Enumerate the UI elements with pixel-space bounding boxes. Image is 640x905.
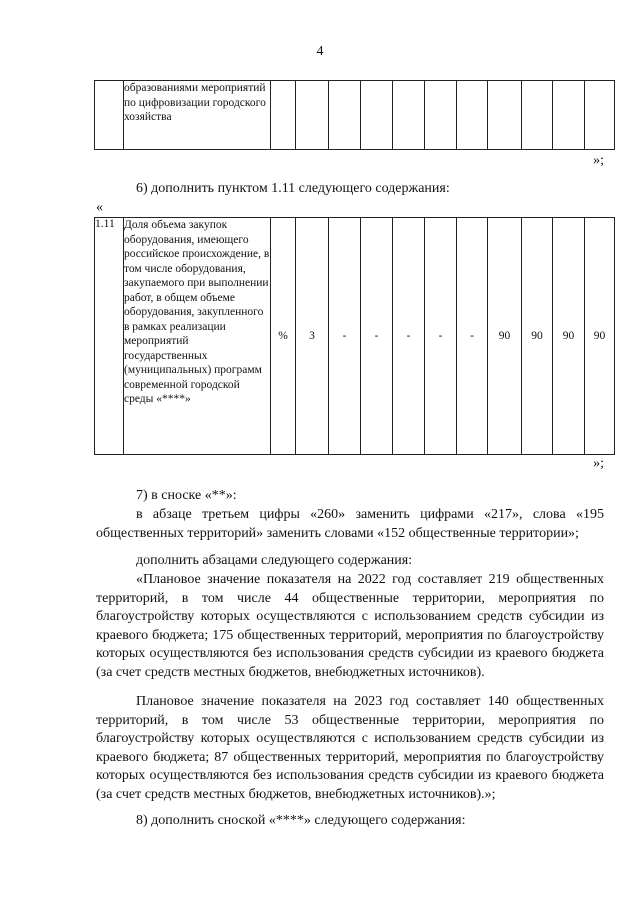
item-6-text: 6) дополнить пунктом 1.11 следующего содержания: — [136, 181, 450, 196]
table-cell — [457, 81, 488, 150]
indicator-value: 90 — [585, 218, 615, 455]
paragraph-add-intro: дополнить абзацами следующего содержания: — [136, 553, 413, 568]
table-cell-number — [95, 81, 124, 150]
indicator-value: - — [393, 218, 425, 455]
table-cell-indicator-name: образованиями мероприятий по цифровизации городского хозяйства — [124, 81, 271, 150]
table-cell — [361, 81, 393, 150]
indicator-value: - — [329, 218, 361, 455]
indicator-value: 90 — [553, 218, 585, 455]
paragraph-replace-figures: в абзаце третьем цифры «260» заменить цифрами «217», слова «195 общественных территорий» заменить словами «152 общественные территории»; — [96, 507, 604, 541]
indicator-value: 90 — [488, 218, 522, 455]
page-number: 4 — [316, 44, 324, 59]
table-cell — [393, 81, 425, 150]
table-cell — [329, 81, 361, 150]
indicator-value: - — [361, 218, 393, 455]
table-cell — [271, 81, 296, 150]
table-cell — [488, 81, 522, 150]
item-8-text: 8) дополнить сноской «****» следующего содержания: — [136, 813, 466, 828]
closing-quote: »; — [593, 456, 604, 471]
paragraph-plan-2023: Плановое значение показателя на 2023 год составляет 140 общественных территорий, в том числе 53 общественные территории, мероприятия по благоустройству которых осуществляются с использованием средств субсидии из краевого бюджета; 87 общественных территорий, мероприятия по благоустройству которых осуществляются без использования средств субсидии из краевого бюджета (за счет средств местных бюджетов, внебюджетных источников).»; — [96, 694, 604, 802]
table-cell — [553, 81, 585, 150]
table-continuation — [94, 80, 615, 150]
indicator-name: Доля объема закупок оборудования, имеющего российское происхождение, в том числе оборудования, закупаемого при выполнении работ, в общем объеме оборудования, закупленного в рамках реализации мероприятий государственных (муниципальных) программ современной городской среды «****» — [124, 218, 271, 455]
indicator-table — [94, 217, 615, 455]
indicator-value: 3 — [296, 218, 329, 455]
opening-quote: « — [96, 200, 103, 215]
table-cell — [522, 81, 553, 150]
item-7-text: 7) в сноске «**»: — [136, 488, 237, 503]
table-cell — [585, 81, 615, 150]
indicator-value: - — [425, 218, 457, 455]
closing-quote: »; — [593, 153, 604, 168]
indicator-unit: % — [271, 218, 296, 455]
indicator-value: 90 — [522, 218, 553, 455]
indicator-number: 1.11 — [95, 218, 124, 455]
table-cell — [425, 81, 457, 150]
paragraph-plan-2022: «Плановое значение показателя на 2022 год составляет 219 общественных территорий, в том числе 44 общественные территории, мероприятия по благоустройству которых осуществляются с использованием средств субсидии из краевого бюджета; 175 общественных территорий, мероприятия по благоустройству которых осуществляются без использования средств субсидии из краевого бюджета (за счет средств местных бюджетов, внебюджетных источников). — [96, 572, 604, 680]
indicator-value: - — [457, 218, 488, 455]
table-cell — [296, 81, 329, 150]
